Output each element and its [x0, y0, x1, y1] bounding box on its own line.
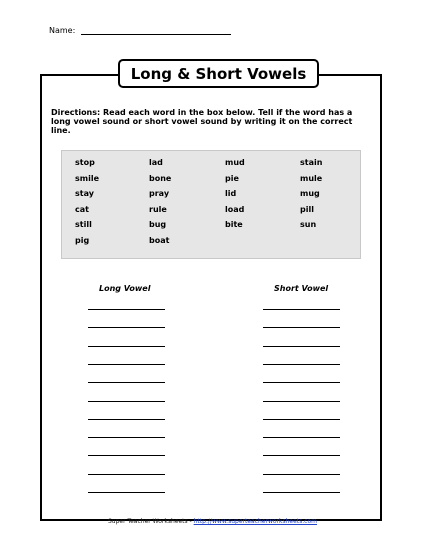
- word-bank: [61, 150, 361, 259]
- long-vowel-answer-line[interactable]: [88, 437, 165, 438]
- short-vowel-answer-line[interactable]: [263, 309, 340, 310]
- long-vowel-answer-line[interactable]: [88, 492, 165, 493]
- word-bank-word: mud: [225, 158, 245, 167]
- name-label: Name:: [49, 26, 76, 35]
- short-vowel-answer-line[interactable]: [263, 474, 340, 475]
- short-vowel-answer-line[interactable]: [263, 364, 340, 365]
- word-bank-word: bite: [225, 220, 243, 229]
- short-vowel-answer-line[interactable]: [263, 437, 340, 438]
- worksheet-title: Long & Short Vowels: [118, 59, 319, 88]
- short-vowel-answer-line[interactable]: [263, 455, 340, 456]
- long-vowel-answer-line[interactable]: [88, 309, 165, 310]
- long-vowel-answer-line[interactable]: [88, 401, 165, 402]
- long-vowel-answer-line[interactable]: [88, 364, 165, 365]
- word-bank-word: stay: [75, 189, 94, 198]
- short-vowel-answer-line[interactable]: [263, 346, 340, 347]
- long-vowel-answer-line[interactable]: [88, 474, 165, 475]
- word-bank-word: rule: [149, 204, 167, 214]
- word-bank-word: mug: [300, 189, 320, 198]
- word-bank-word: lad: [149, 158, 163, 167]
- long-vowel-answer-line[interactable]: [88, 455, 165, 456]
- long-vowel-heading: Long Vowel: [99, 284, 151, 293]
- word-bank-word: lid: [225, 189, 237, 198]
- word-bank-word: still: [75, 220, 92, 229]
- name-row: [49, 26, 231, 35]
- word-bank-word: bug: [149, 220, 167, 229]
- word-bank-word: pie: [225, 173, 239, 183]
- word-bank-word: cat: [75, 204, 89, 214]
- word-bank-word: mule: [300, 173, 323, 183]
- word-bank-word: pray: [149, 189, 170, 198]
- short-vowel-answer-line[interactable]: [263, 419, 340, 420]
- directions-text: Directions: Read each word in the box below. Tell if the word has a long vowel sound or short vowel sound by writing it on the correct line.: [51, 108, 353, 135]
- long-vowel-answer-line[interactable]: [88, 327, 165, 328]
- long-vowel-answer-line[interactable]: [88, 346, 165, 347]
- footer-link[interactable]: http://www.superteacherworksheets.com: [193, 518, 317, 525]
- long-vowel-answer-line[interactable]: [88, 382, 165, 383]
- long-vowel-answer-line[interactable]: [88, 419, 165, 420]
- word-bank-word: smile: [75, 173, 100, 183]
- short-vowel-answer-line[interactable]: [263, 382, 340, 383]
- word-bank-word: stain: [300, 158, 323, 167]
- word-bank-word: pill: [300, 204, 314, 214]
- worksheet-frame: [40, 74, 382, 521]
- short-vowel-answer-line[interactable]: [263, 401, 340, 402]
- word-bank-word: bone: [149, 173, 172, 183]
- short-vowel-answer-line[interactable]: [263, 492, 340, 493]
- short-vowel-heading: Short Vowel: [274, 284, 329, 293]
- word-bank-word: stop: [75, 158, 95, 167]
- word-bank-word: load: [225, 204, 245, 214]
- word-bank-word: boat: [149, 235, 170, 245]
- word-bank-word: sun: [300, 220, 317, 229]
- footer: [0, 518, 425, 525]
- footer-text: Super Teacher Worksheets -: [107, 518, 194, 525]
- name-line[interactable]: [81, 26, 231, 35]
- word-bank-word: pig: [75, 235, 90, 245]
- short-vowel-answer-line[interactable]: [263, 327, 340, 328]
